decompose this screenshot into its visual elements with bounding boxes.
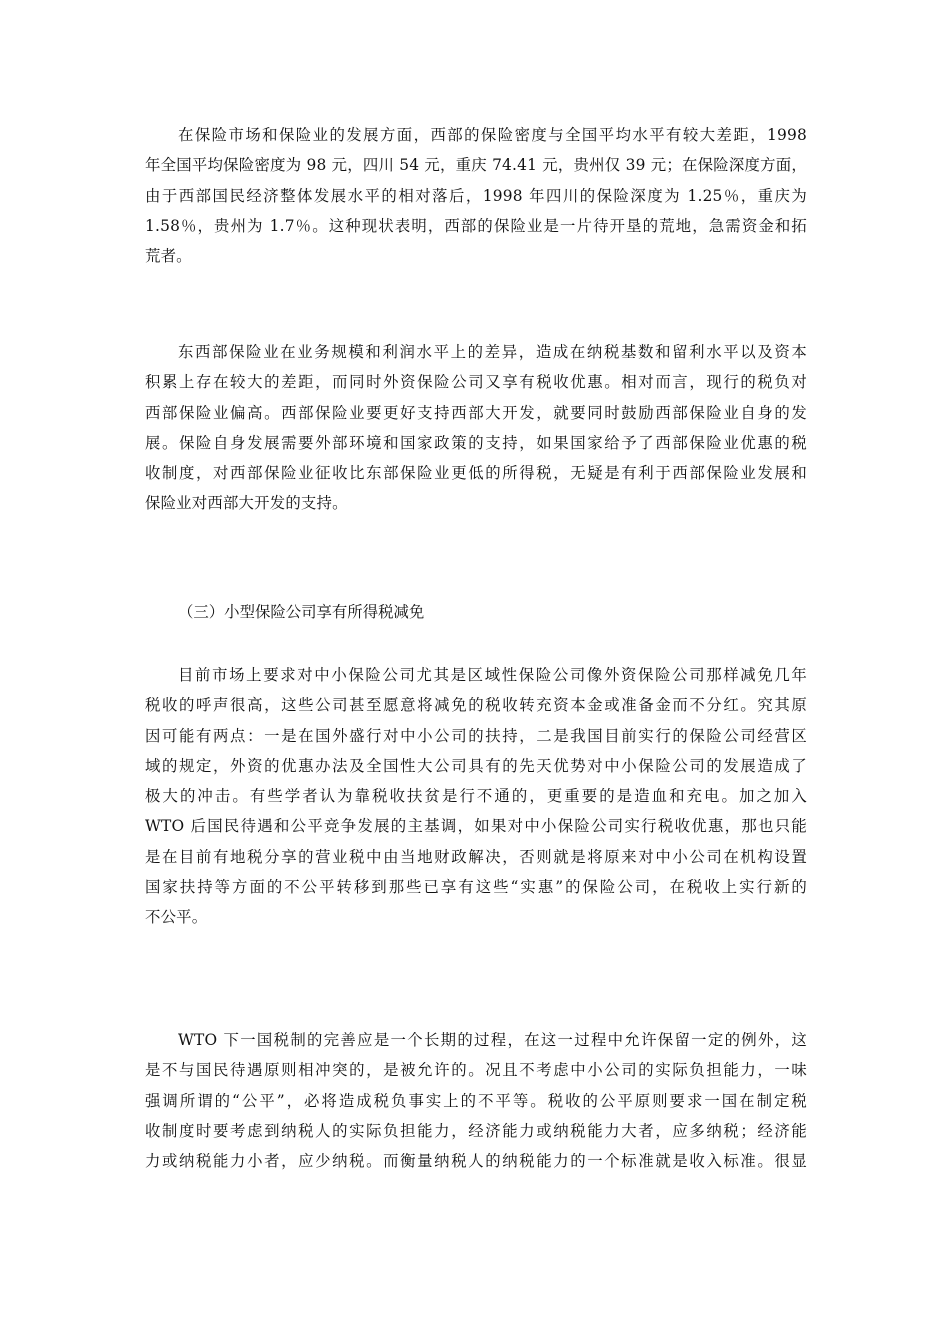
text-line: 是在目前有地税分享的营业税中由当地财政解决，否则就是将原来对中小公司在机构设置 [145, 847, 807, 866]
text-line: 是不与国民待遇原则相冲突的，是被允许的。况且不考虑中小公司的实际负担能力，一味 [145, 1061, 807, 1080]
text-line: 不公平。 [145, 908, 208, 927]
paragraph-wto-tax-system [145, 1025, 807, 1176]
text-line: 年全国平均保险密度为 98 元，四川 54 元，重庆 74.41 元，贵州仅 39 元；在保险深度方面， [145, 156, 807, 175]
text-line: WTO 后国民待遇和公平竞争发展的主基调，如果对中小保险公司实行税收优惠，那也只能 [145, 817, 807, 836]
text-line: 保险业对西部大开发的支持。 [145, 494, 348, 513]
text-line: 力或纳税能力小者，应少纳税。而衡量纳税人的纳税能力的一个标准就是收入标准。很显 [145, 1152, 807, 1171]
text-line: 1.58％，贵州为 1.7％。这种现状表明，西部的保险业是一片待开垦的荒地，急需资金和拓 [145, 216, 807, 235]
text-line: 荒者。 [145, 247, 192, 266]
text-line: 收制度，对西部保险业征收比东部保险业更低的所得税，无疑是有利于西部保险业发展和 [145, 464, 807, 483]
paragraph-insurance-density [145, 120, 807, 271]
text-line: WTO 下一国税制的完善应是一个长期的过程，在这一过程中允许保留一定的例外，这 [178, 1031, 807, 1049]
text-line: 目前市场上要求对中小保险公司尤其是区域性保险公司像外资保险公司那样减免几年 [178, 666, 807, 684]
text-line: 域的规定，外资的优惠办法及全国性大公司具有的先天优势对中小保险公司的发展造成了 [145, 756, 807, 775]
text-line: 因可能有两点：一是在国外盛行对中小公司的扶持，二是我国目前实行的保险公司经营区 [145, 726, 807, 745]
text-line: 极大的冲击。有些学者认为靠税收扶贫是行不通的，更重要的是造血和充电。加之加入 [145, 787, 807, 806]
text-line: 展。保险自身发展需要外部环境和国家政策的支持，如果国家给予了西部保险业优惠的税 [145, 433, 807, 452]
text-line: 强调所谓的“公平”，必将造成税负事实上的不平等。税收的公平原则要求一国在制定税 [145, 1091, 807, 1110]
paragraph-small-insurers [145, 660, 807, 933]
text-line: 收制度时要考虑到纳税人的实际负担能力，经济能力或纳税能力大者，应多纳税；经济能 [145, 1121, 807, 1140]
paragraph-east-west-gap [145, 337, 807, 519]
section-heading: （三）小型保险公司享有所得税减免 [178, 603, 425, 621]
text-line: 国家扶持等方面的不公平转移到那些已享有这些“实惠”的保险公司，在税收上实行新的 [145, 878, 807, 897]
text-line: 东西部保险业在业务规模和利润水平上的差异，造成在纳税基数和留利水平以及资本 [178, 343, 807, 361]
text-line: 税收的呼声很高，这些公司甚至愿意将减免的税收转充资本金或准备金而不分红。究其原 [145, 696, 807, 715]
text-line: 由于西部国民经济整体发展水平的相对落后，1998 年四川的保险深度为 1.25％，重庆为 [145, 186, 807, 205]
text-line: 积累上存在较大的差距，而同时外资保险公司又享有税收优惠。相对而言，现行的税负对 [145, 373, 807, 392]
text-line: 西部保险业偏高。西部保险业要更好支持西部大开发，就要同时鼓励西部保险业自身的发 [145, 403, 807, 422]
text-line: 在保险市场和保险业的发展方面，西部的保险密度与全国平均水平有较大差距，1998 [178, 126, 807, 144]
